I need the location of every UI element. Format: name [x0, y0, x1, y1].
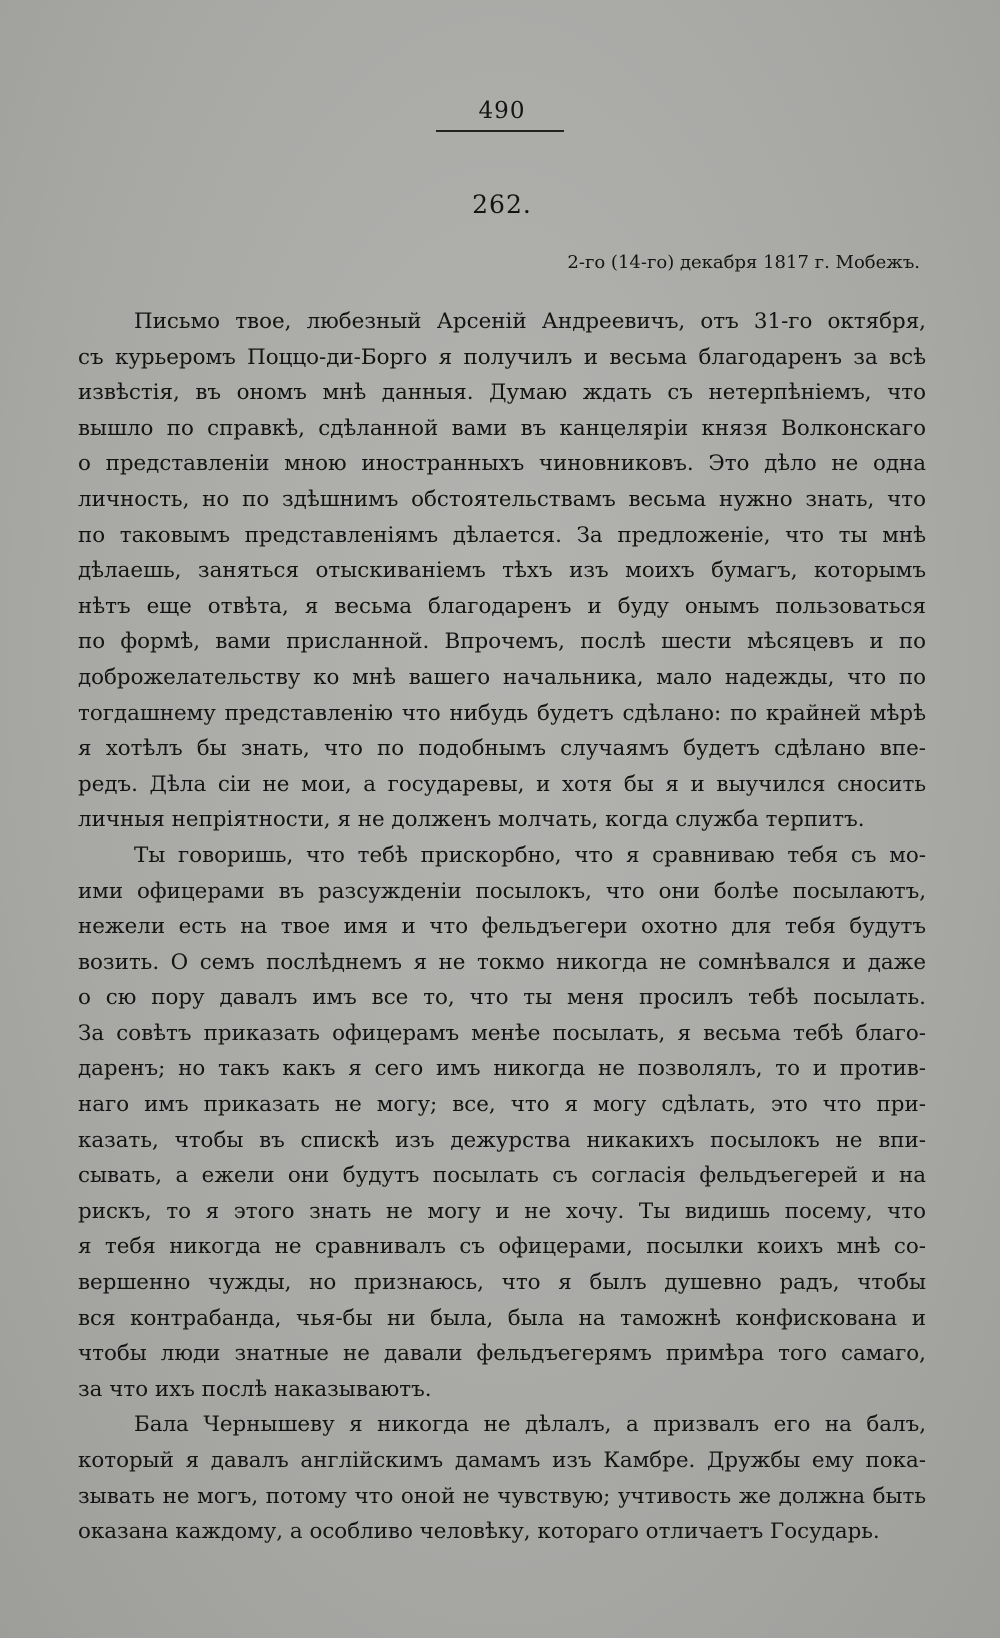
text-line: тогдашнему представленію что нибудь будетъ сдѣлано: по крайней мѣрѣ — [78, 700, 926, 726]
text-line: ими офицерами въ разсужденіи посылокъ, что они болѣе посылаютъ, — [78, 878, 926, 904]
text-line: рискъ, то я этого знать не могу и не хочу. Ты видишь посему, что — [78, 1198, 926, 1224]
text-line: нѣтъ еще отвѣта, я весьма благодаренъ и буду онымъ пользоваться — [78, 593, 926, 619]
text-line: личныя непріятности, я не долженъ молчать, когда служба терпитъ. — [78, 807, 865, 833]
text-line: который я давалъ англійскимъ дамамъ изъ Камбре. Дружбы ему пока- — [78, 1448, 926, 1473]
text-line: вся контрабанда, чья-бы ни была, была на таможнѣ конфискована и — [78, 1305, 926, 1331]
text-line: наго имъ приказать не могу; все, что я могу сдѣлать, это что при- — [78, 1092, 926, 1118]
text-line: по таковымъ представленіямъ дѣлается. За предложеніе, что ты мнѣ — [78, 522, 926, 548]
text-line: я хотѣлъ бы знать, что по подобнымъ случаямъ будетъ сдѣлано впе- — [78, 736, 926, 762]
text-line: казать, чтобы въ спискѣ изъ дежурства никакихъ посылокъ не впи- — [78, 1127, 926, 1153]
text-line: дѣлаешь, заняться отыскиваніемъ тѣхъ изъ моихъ бумагъ, которымъ — [78, 558, 926, 584]
text-line: Бала Чернышеву я никогда не дѣлалъ, а призвалъ его на балъ, — [134, 1412, 926, 1438]
text-line: зывать не могъ, потому что оной не чувствую; учтивость же должна быть — [78, 1483, 926, 1509]
text-line: за что ихъ послѣ наказываютъ. — [78, 1376, 432, 1402]
text-line: извѣстія, въ ономъ мнѣ данныя. Думаю ждать съ нетерпѣніемъ, что — [78, 380, 926, 406]
text-line: съ курьеромъ Поццо-ди-Борго я получилъ и весьма благодаренъ за всѣ — [78, 344, 926, 370]
text-line: личность, но по здѣшнимъ обстоятельствамъ весьма нужно знать, что — [78, 486, 926, 512]
text-line: чтобы люди знатные не давали фельдъегерямъ примѣра того самаго, — [78, 1341, 926, 1367]
text-line: редъ. Дѣла сіи не мои, а государевы, и хотя бы я и выучился сносить — [78, 771, 926, 797]
page-number: 490 — [478, 98, 526, 124]
text-line: За совѣтъ приказать офицерамъ менѣе посылать, я весьма тебѣ благо- — [78, 1020, 926, 1046]
letter-body — [78, 304, 926, 1550]
text-line: Письмо твое, любезный Арсеній Андреевичъ, отъ 31-го октября, — [134, 309, 926, 334]
page-number-rule — [436, 130, 564, 132]
text-line: сывать, а ежели они будутъ посылать съ согласія фельдъегерей и на — [78, 1163, 926, 1189]
text-line: доброжелательству ко мнѣ вашего начальника, мало надежды, что по — [78, 664, 926, 690]
text-line: вышло по справкѣ, сдѣланной вами въ канцеляріи князя Волконскаго — [78, 415, 926, 441]
text-line: Ты говоришь, что тебѣ прискорбно, что я сравниваю тебя съ мо- — [134, 842, 926, 868]
book-page — [78, 0, 926, 1638]
text-line: вершенно чужды, но признаюсь, что я былъ душевно радъ, чтобы — [78, 1270, 926, 1296]
text-line: нежели есть на твое имя и что фельдъегери охотно для тебя будутъ — [78, 914, 926, 940]
document-number: 262. — [472, 190, 532, 219]
text-line: о представленіи мною иностранныхъ чиновниковъ. Это дѣло не одна — [78, 451, 926, 477]
text-line: я тебя никогда не сравнивалъ съ офицерами, посылки коихъ мнѣ со- — [78, 1234, 926, 1260]
dateline: 2-го (14-го) декабря 1817 г. Мобежъ. — [567, 252, 920, 273]
text-line: возить. О семъ послѣднемъ я не токмо никогда не сомнѣвался и даже — [78, 949, 926, 975]
text-line: о сю пору давалъ имъ все то, что ты меня просилъ тебѣ посылать. — [78, 985, 926, 1011]
text-line: даренъ; но такъ какъ я сего имъ никогда не позволялъ, то и против- — [78, 1056, 926, 1082]
text-line: оказана каждому, а особливо человѣку, котораго отличаетъ Государь. — [78, 1519, 880, 1545]
text-line: по формѣ, вами присланной. Впрочемъ, послѣ шести мѣсяцевъ и по — [78, 629, 926, 655]
